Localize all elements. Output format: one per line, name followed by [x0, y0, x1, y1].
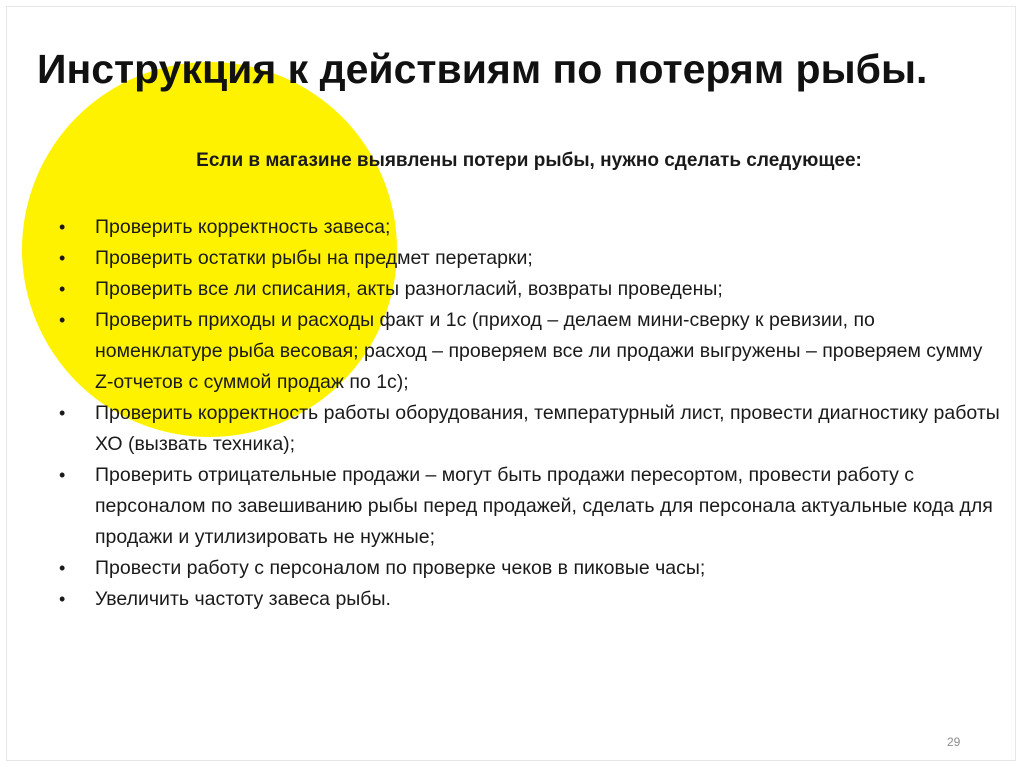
- list-item-text: Проверить корректность завеса;: [95, 216, 391, 238]
- list-item-text: Проверить остатки рыбы на предмет перетарки;: [95, 247, 533, 269]
- bullet-icon: •: [59, 310, 66, 330]
- bullet-icon: •: [59, 403, 66, 423]
- list-item: [59, 212, 1004, 243]
- list-item-text: Увеличить частоту завеса рыбы.: [95, 588, 391, 610]
- bullet-icon: •: [59, 248, 66, 268]
- bullet-icon: •: [59, 589, 66, 609]
- list-item: [59, 274, 1004, 305]
- list-item: [59, 584, 1004, 615]
- list-item: [59, 460, 1004, 553]
- list-item-text: Проверить корректность работы оборудования, температурный лист, провести диагностику работы ХО (вызвать техника);: [95, 402, 1000, 455]
- slide: [6, 6, 1016, 761]
- page-number: 29: [947, 735, 961, 749]
- page-title: Инструкция к действиям по потерям рыбы.: [37, 46, 928, 92]
- bullet-icon: •: [59, 465, 66, 485]
- instruction-list: [59, 212, 1004, 615]
- list-item-text: Провести работу с персоналом по проверке чеков в пиковые часы;: [95, 557, 706, 579]
- bullet-icon: •: [59, 217, 66, 237]
- slide-subtitle: Если в магазине выявлены потери рыбы, нужно сделать следующее:: [196, 150, 862, 171]
- bullet-icon: •: [59, 558, 66, 578]
- list-item-text: Проверить все ли списания, акты разногласий, возвраты проведены;: [95, 278, 723, 300]
- list-item: [59, 553, 1004, 584]
- list-item-text: Проверить отрицательные продажи – могут быть продажи пересортом, провести работу с персоналом по завешиванию рыбы перед продажей, сделать для персонала актуальные кода для продажи и утилизировать не нужные;: [95, 464, 993, 548]
- list-item-text: Проверить приходы и расходы факт и 1с (приход – делаем мини-сверку к ревизии, по номенклатуре рыба весовая; расход – проверяем все ли продажи выгружены – проверяем сумму Z-отчетов с суммой продаж по 1с);: [95, 309, 983, 393]
- list-item: [59, 243, 1004, 274]
- bullet-icon: •: [59, 279, 66, 299]
- list-item: [59, 398, 1004, 460]
- list-item: [59, 305, 1004, 398]
